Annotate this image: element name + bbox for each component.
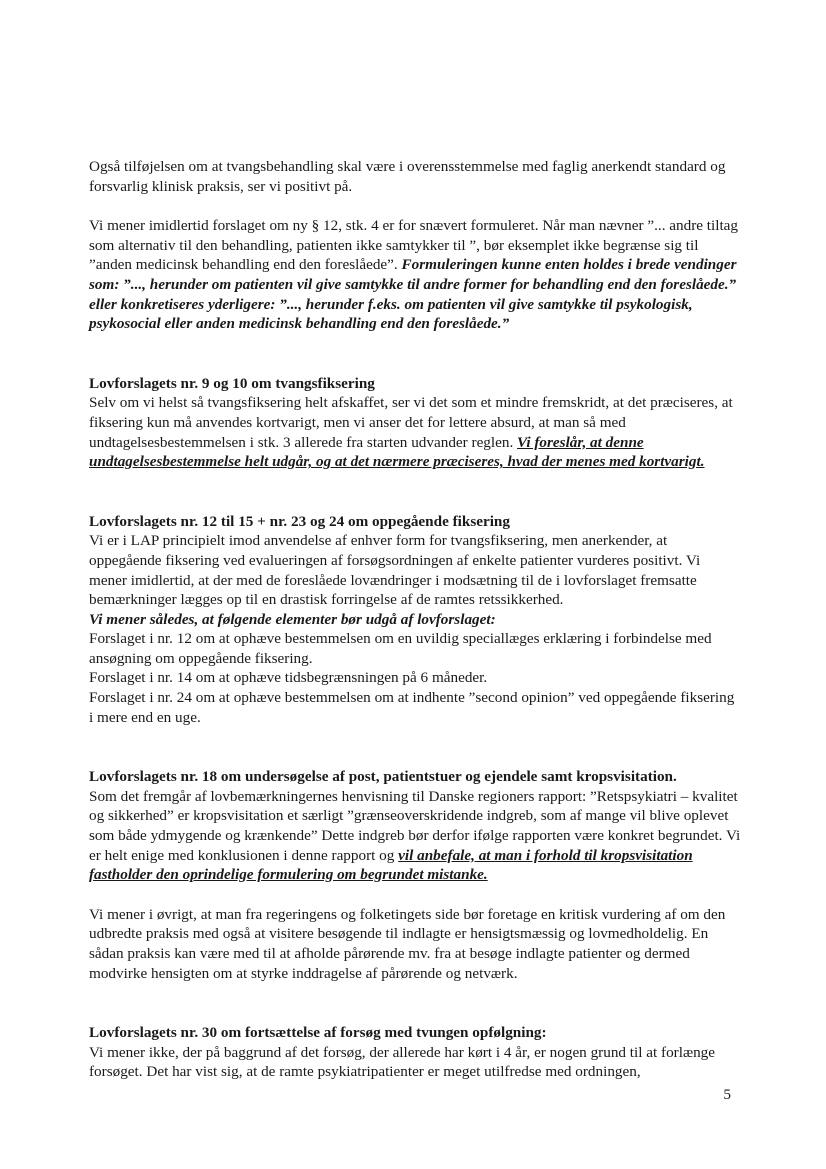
paragraph-text: Vi mener imidlertid forslaget om ny § 12, stk. 4 er for snævert formuleret. Når man nævner ”... andre tiltag som alternativ til den behandling, patienten ikke samtykker til ”, bør eksemplet ikke begrænse sig til ”anden medicinsk behandling end den foreslåede”. [89,217,739,274]
section-paragraph [89,787,741,885]
section-oppegaaende-fiksering [89,512,741,728]
section-paragraph: Vi mener ikke, der på baggrund af det forsøg, der allerede har kørt i 4 år, er nogen grund til at forlænge forsøget. Det har vist sig, at de ramte psykiatripatienter er meget utilfredse med ordningen, [89,1043,716,1081]
emphasized-proposal: Vi foreslår, at denne undtagelsesbestemmelse helt udgår, og at det nærmere præciseres, hvad der menes med kortvarigt. [89,433,705,471]
section-kropsvisitation [89,767,741,983]
page-body [89,157,741,1082]
paragraph-text: Som det fremgår af lovbemærkningernes henvisning til Danske regioners rapport: ”Retspsykiatri – kvalitet og sikkerhed” er kropsvisitation et særligt ”grænseoverskridende indgreb, som af mange vil blive oplevet som både ydmygende og krænkende” Dette indgreb bør derfor ifølge rapporten være konkret begrundet. Vi er helt enige med konklusionen i denne rapport og [89,787,741,864]
section-heading: Lovforslagets nr. 12 til 15 + nr. 23 og 24 om oppegående fiksering [89,512,510,530]
emphasized-lead-in: Vi mener således, at følgende elementer bør udgå af lovforslaget: [89,610,496,628]
section-tvungen-opfoelgning [89,1023,741,1082]
section-tvangsfiksering [89,374,741,472]
section-paragraph: Vi mener i øvrigt, at man fra regeringens og folketingets side bør foretage en kritisk vurdering af om den udbredte praksis med også at visitere besøgende til indlagte er hensigtsmæssig og lovmedholdelig. En sådan praksis kan være med til at afholde pårørende mv. fra at besøge indlagte patienter og dermed modvirke hensigten om at styrke inddragelse af pårørende og netværk. [89,905,726,982]
page-number: 5 [723,1086,731,1103]
section-paragraph: Vi er i LAP principielt imod anvendelse af enhver form for tvangsfiksering, men anerkender, at oppegående fiksering ved evalueringen af forsøgsordningen af enkelte patienter vurderes positivt. Vi mener imidlertid, at der med de foreslåede lovændringer i modsætning til de i lovforslaget fremsatte bemærkninger lægges op til en drastisk forringelse af de ramtes retssikkerhed. [89,532,701,609]
paragraph-text: Selv om vi helst så tvangsfiksering helt afskaffet, ser vi det som et mindre fremskridt, at det præciseres, at fiksering kun må anvendes kortvarigt, men vi anser det for lettere absurd, at man så med undtagelsesbestemmelsen i stk. 3 allerede fra starten udvander reglen. [89,394,733,451]
section-paragraph [89,393,741,471]
list-item: Forslaget i nr. 24 om at ophæve bestemmelsen om at indhente ”second opinion” ved oppegående fiksering i mere end en uge. [89,689,735,726]
paragraph-section-12 [89,216,741,334]
list-item: Forslaget i nr. 14 om at ophæve tidsbegrænsningen på 6 måneder. [89,669,488,687]
paragraph-standard: Også tilføjelsen om at tvangsbehandling skal være i overensstemmelse med faglig anerkendt standard og forsvarlig klinisk praksis, ser vi positivt på. [89,158,726,195]
emphasized-proposal: Formuleringen kunne enten holdes i brede vendinger som: ”..., herunder om patienten vil give samtykke til andre former for behandling end den foreslåede.” eller konkretiseres yderligere: ”..., herunder f.eks. om patienten vil give samtykke til psykologisk, psykosocial eller anden medicinsk behandling end den foreslåede.” [89,256,737,333]
section-heading: Lovforslagets nr. 30 om fortsættelse af forsøg med tvungen opfølgning: [89,1024,547,1042]
list-item: Forslaget i nr. 12 om at ophæve bestemmelsen om en uvildig speciallæges erklæring i forbindelse med ansøgning om oppegående fiksering. [89,630,712,667]
section-heading: Lovforslagets nr. 9 og 10 om tvangsfiksering [89,374,375,392]
section-heading: Lovforslagets nr. 18 om undersøgelse af post, patientstuer og ejendele samt kropsvisitation. [89,768,677,786]
emphasized-recommendation: vil anbefale, at man i forhold til kropsvisitation fastholder den oprindelige formulering om begrundet mistanke. [89,846,693,884]
